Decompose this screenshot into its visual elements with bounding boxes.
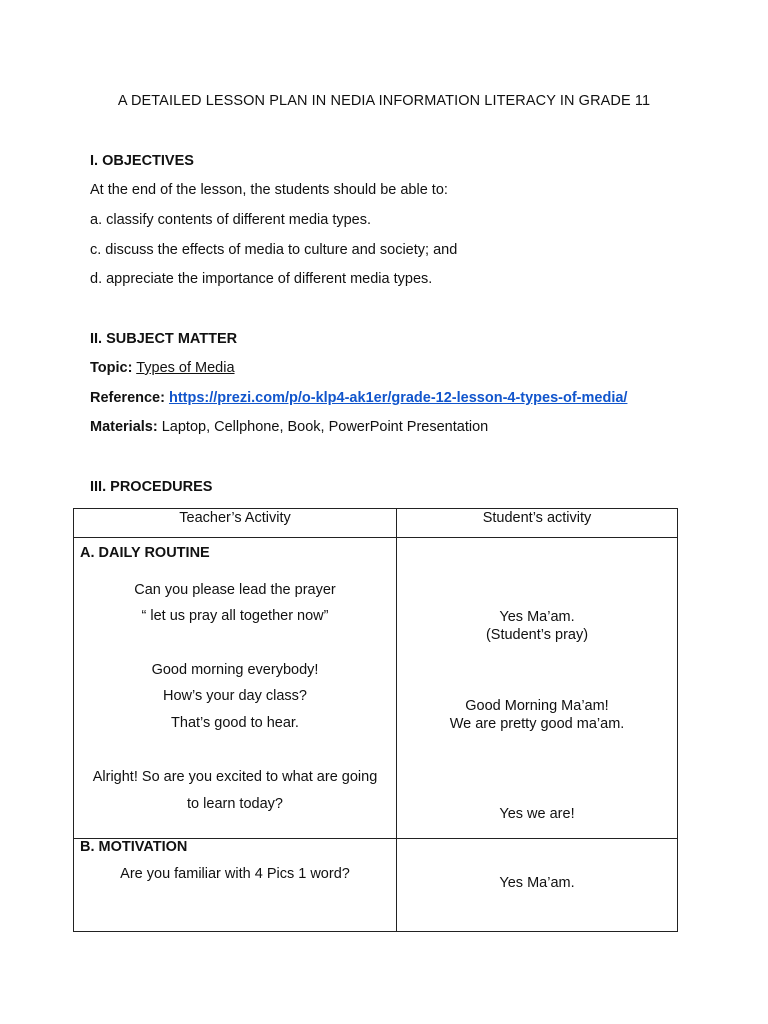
- subject-matter-heading: II. SUBJECT MATTER: [90, 331, 238, 347]
- teacher-column-header: [74, 509, 397, 538]
- topic-label: Topic:: [90, 360, 133, 376]
- procedures-heading: III. PROCEDURES: [90, 479, 213, 495]
- teacher-line: How’s your day class?: [163, 688, 307, 704]
- daily-routine-heading: A. DAILY ROUTINE: [80, 545, 210, 561]
- topic-value: Types of Media: [136, 360, 235, 376]
- reference-link[interactable]: https://prezi.com/p/o-klp4-ak1er/grade-12-lesson-4-types-of-media/: [168, 390, 628, 406]
- materials-line: [90, 419, 488, 435]
- teacher-line: Good morning everybody!: [151, 662, 319, 678]
- procedures-table: [73, 508, 678, 932]
- objectives-intro: At the end of the lesson, the students should be able to:: [90, 182, 448, 198]
- objective-item-c: c. discuss the effects of media to culture and society; and: [90, 242, 458, 258]
- student-column-label: Student’s activity: [482, 510, 592, 526]
- objective-item-a: a. classify contents of different media types.: [90, 212, 372, 228]
- materials-value: Laptop, Cellphone, Book, PowerPoint Presentation: [161, 419, 489, 435]
- table-row: [74, 538, 678, 839]
- daily-routine-student-cell: [397, 538, 678, 839]
- teacher-line: Can you please lead the prayer: [134, 582, 336, 598]
- motivation-teacher-cell: [74, 839, 397, 932]
- student-line: We are pretty good ma’am.: [449, 716, 625, 732]
- page-title: A DETAILED LESSON PLAN IN NEDIA INFORMATION LITERACY IN GRADE 11: [117, 93, 651, 109]
- motivation-heading: B. MOTIVATION: [80, 839, 188, 855]
- objectives-heading: I. OBJECTIVES: [90, 153, 194, 169]
- student-line: Yes we are!: [499, 806, 575, 822]
- topic-line: [90, 360, 235, 376]
- student-line: Yes Ma’am.: [499, 875, 575, 891]
- table-header-row: [74, 509, 678, 538]
- reference-label: Reference:: [90, 390, 165, 406]
- teacher-line: Are you familiar with 4 Pics 1 word?: [120, 866, 350, 882]
- daily-routine-teacher-cell: [74, 538, 397, 839]
- teacher-column-label: Teacher’s Activity: [179, 510, 291, 526]
- teacher-line: “ let us pray all together now”: [141, 608, 329, 624]
- reference-line: [90, 390, 627, 406]
- student-column-header: [397, 509, 678, 538]
- objective-item-d: d. appreciate the importance of different media types.: [90, 271, 433, 287]
- teacher-line: That’s good to hear.: [171, 715, 299, 731]
- student-line: (Student’s pray): [485, 627, 589, 643]
- teacher-line: Alright! So are you excited to what are going: [92, 769, 378, 785]
- motivation-student-cell: [397, 839, 678, 932]
- teacher-line: to learn today?: [187, 796, 283, 812]
- student-line: Good Morning Ma’am!: [465, 698, 609, 714]
- materials-label: Materials:: [90, 419, 158, 435]
- table-row: [74, 839, 678, 932]
- student-line: Yes Ma’am.: [499, 609, 575, 625]
